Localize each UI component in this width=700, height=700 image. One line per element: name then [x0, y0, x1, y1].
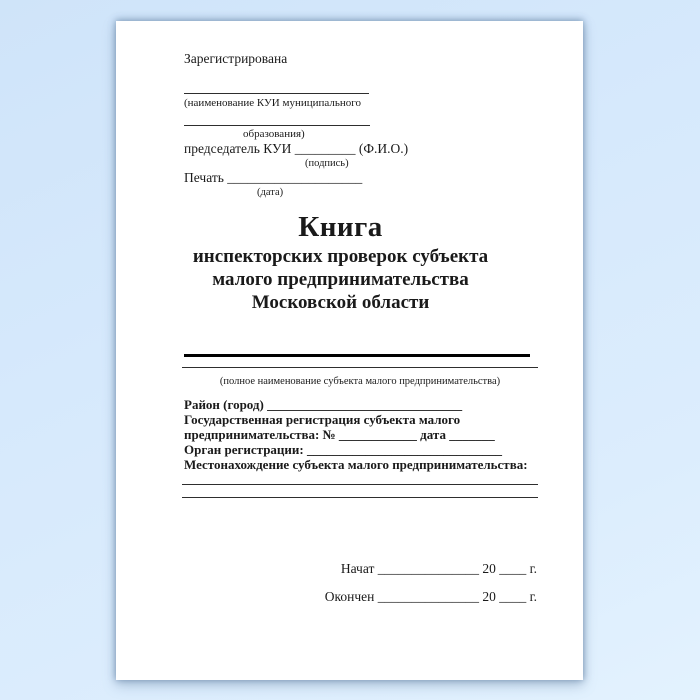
- title-block: [116, 211, 583, 314]
- book-subtitle-line3: Московской области: [251, 292, 430, 313]
- field-line-district: Район (город) ______________________________: [184, 397, 463, 412]
- signature-caption: (подпись): [305, 158, 349, 169]
- field-line-registration-authority: Орган регистрации: ______________________________: [184, 442, 502, 457]
- kui-caption-line2: образования): [243, 128, 305, 140]
- subject-name-caption: (полное наименование субъекта малого предпринимательства): [219, 376, 501, 387]
- book-title: Книга: [298, 211, 383, 243]
- kui-name-ruled-line-2: [184, 125, 370, 126]
- kui-name-ruled-line-1: [184, 93, 369, 94]
- started-line: Начат _______________ 20 ____ г.: [340, 561, 537, 576]
- date-caption: (дата): [257, 187, 284, 198]
- subject-name-thick-line: [184, 354, 530, 357]
- subject-name-thin-line: [182, 367, 538, 368]
- chairman-line: председатель КУИ _________ (Ф.И.О.): [184, 141, 409, 156]
- kui-caption-line1: (наименование КУИ муниципального: [184, 97, 361, 109]
- field-line-location: Местонахождение субъекта малого предпринимательства:: [184, 457, 528, 472]
- book-subtitle-line1: инспекторских проверок субъекта: [192, 246, 489, 267]
- finished-line: Окончен _______________ 20 ____ г.: [324, 589, 537, 604]
- location-ruled-line-1: [182, 484, 538, 485]
- field-line-number-date: предпринимательства: № ____________ дата _______: [184, 427, 495, 442]
- document-page: [116, 21, 583, 680]
- seal-line: Печать ____________________: [184, 170, 363, 185]
- registered-label: Зарегистрирована: [184, 51, 288, 66]
- book-subtitle-line2: малого предпринимательства: [212, 269, 469, 290]
- field-line-state-registration: Государственная регистрация субъекта малого: [184, 412, 461, 427]
- location-ruled-line-2: [182, 497, 538, 498]
